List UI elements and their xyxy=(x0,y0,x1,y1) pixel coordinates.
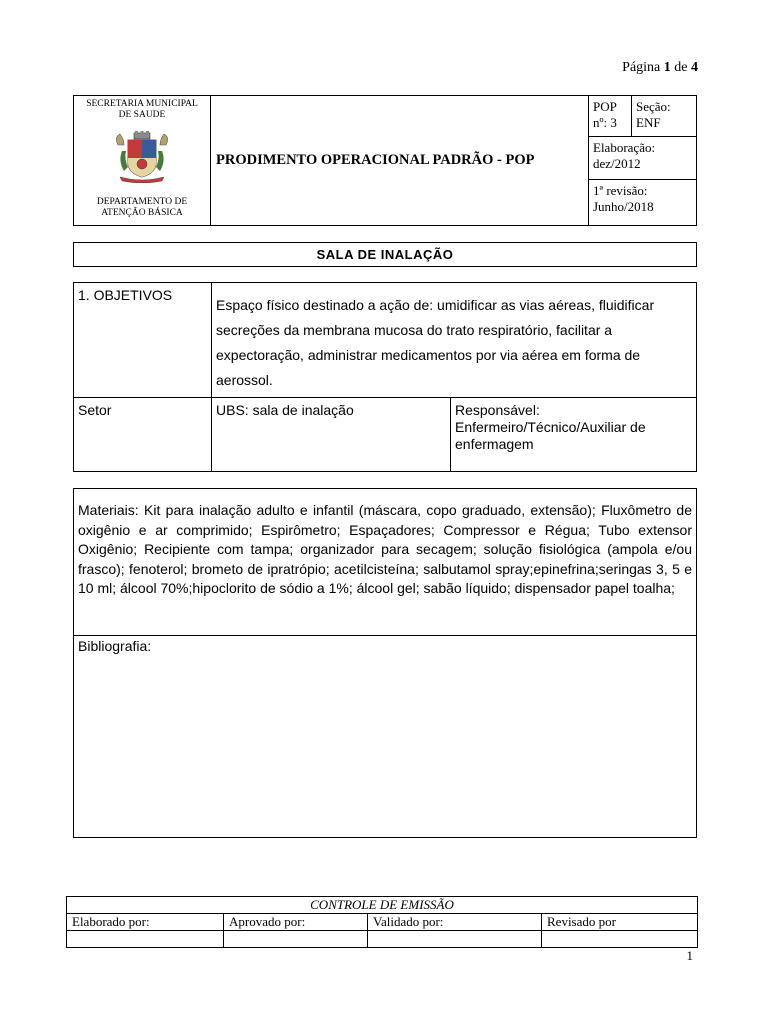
page-indicator xyxy=(0,60,698,76)
materiais-text: Materiais: Kit para inalação adulto e infantil (máscara, copo graduado, extensão); Fluxômetro de oxigênio e ar comprimido; Espirômetro; Espaçadores; Compressor e Régua; Tubo extensor Oxigênio; Recipiente com tampa; organizador para secagem; solução fisiológica (ampola e/ou frasco); fenoterol; brometo de ipratrópio; acetilcisteína; salbutamol spray;epinefrina;seringas 3, 5 e 10 ml; álcool 70%;hipoclorito de sódio a 1%; álcool gel; sabão líquido; dispensador papel toalha; xyxy=(74,489,696,636)
secao-value: ENF xyxy=(636,115,661,130)
col-aprovado: Aprovado por: xyxy=(224,914,368,931)
org-cell xyxy=(74,96,211,226)
document-title: PRODIMENTO OPERACIONAL PADRÃO - POP xyxy=(211,96,589,226)
responsavel-value: Enfermeiro/Técnico/Auxiliar de enfermagem xyxy=(455,419,646,452)
page-label: Página xyxy=(622,60,661,75)
responsavel-cell xyxy=(451,398,697,472)
dept-line1: DEPARTAMENTO DE xyxy=(96,197,188,207)
objetivos-label: 1. OBJETIVOS xyxy=(74,283,212,398)
setor-label: Setor xyxy=(74,398,212,472)
revisao-label: 1ª revisão: xyxy=(593,183,648,198)
col-validado: Validado por: xyxy=(368,914,542,931)
col-elaborado: Elaborado por: xyxy=(67,914,224,931)
secao-label: Seção: xyxy=(636,99,671,114)
elaboracao-value: dez/2012 xyxy=(593,156,641,171)
org-line2: DE SAUDE xyxy=(118,110,166,120)
page-total: 4 xyxy=(691,60,698,75)
elaboracao-label: Elaboração: xyxy=(593,140,656,155)
municipal-coat-of-arms-icon xyxy=(112,131,172,183)
pop-number-cell xyxy=(589,96,632,137)
revisao-cell xyxy=(589,180,697,226)
controle-title: CONTROLE DE EMISSÃO xyxy=(67,897,698,914)
controle-emissao-table xyxy=(66,896,698,948)
dept-line2: ATENÇÃO BÁSICA xyxy=(101,208,183,218)
signature-cell-revisado xyxy=(542,931,698,948)
pop-label: POP xyxy=(593,99,617,114)
pop-number: nº: 3 xyxy=(593,115,617,130)
col-revisado: Revisado por xyxy=(542,914,698,931)
signature-cell-validado xyxy=(368,931,542,948)
section-title: SALA DE INALAÇÃO xyxy=(73,242,697,267)
materials-box xyxy=(73,488,697,838)
secao-cell xyxy=(632,96,697,137)
document-header xyxy=(73,95,697,226)
bibliografia-label: Bibliografia: xyxy=(78,638,152,654)
setor-value: UBS: sala de inalação xyxy=(212,398,451,472)
footer-page-number: 1 xyxy=(686,948,693,963)
signature-cell-elaborado xyxy=(67,931,224,948)
signature-cell-aprovado xyxy=(224,931,368,948)
revisao-value: Junho/2018 xyxy=(593,199,654,214)
page-current: 1 xyxy=(663,60,671,75)
responsavel-label: Responsável: xyxy=(455,402,540,418)
elaboracao-cell xyxy=(589,137,697,180)
objetivos-text: Espaço físico destinado a ação de: umidificar as vias aéreas, fluidificar secreções da membrana mucosa do trato respiratório, facilitar a expectoração, administrar medicamentos por via aérea em forma de aerossol. xyxy=(212,283,697,398)
objectives-table xyxy=(73,282,697,472)
page-of: de xyxy=(674,60,688,75)
org-line1: SECRETARIA MUNICIPAL xyxy=(86,99,198,109)
